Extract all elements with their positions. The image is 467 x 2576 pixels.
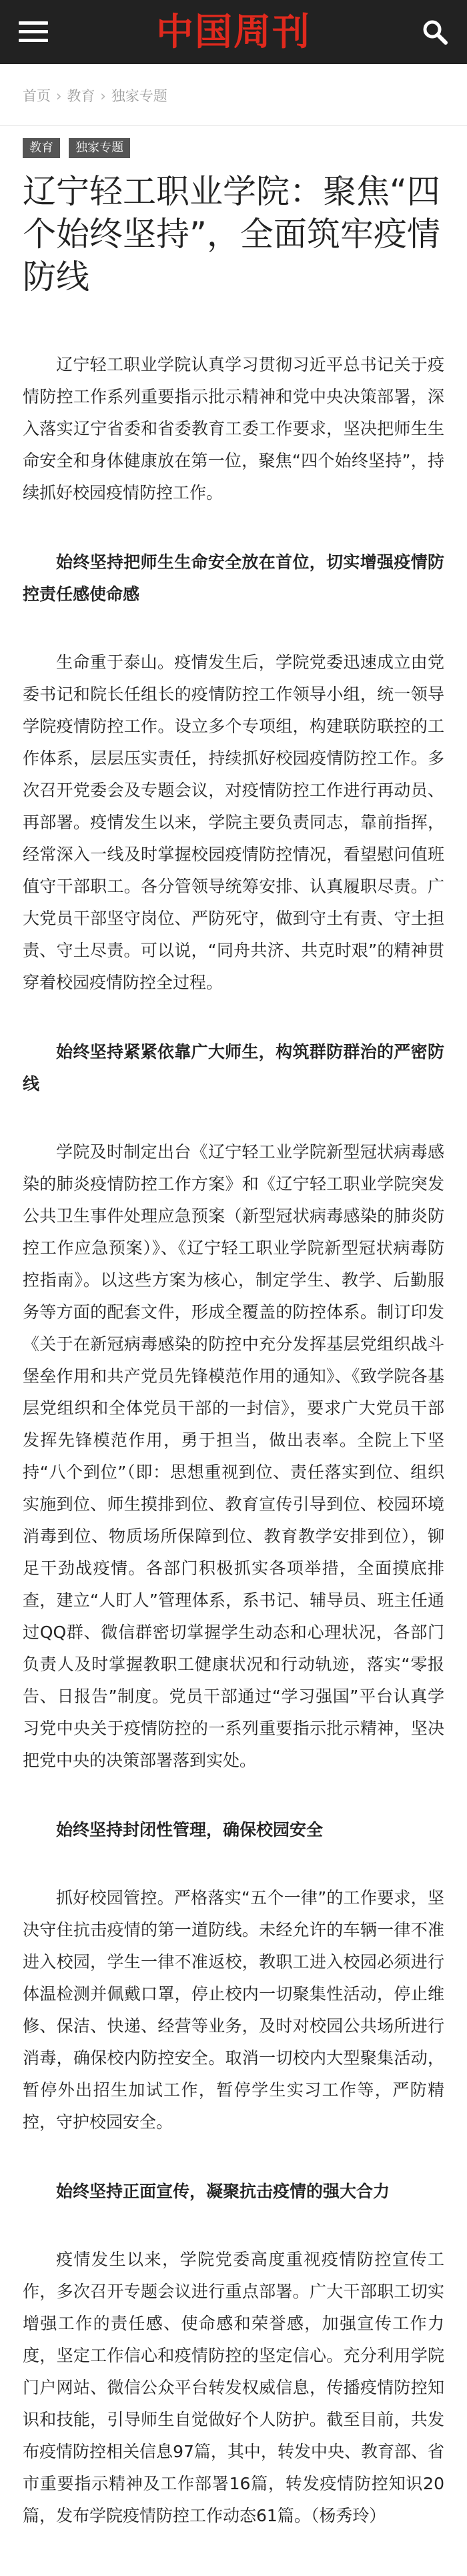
- article-tags: [0, 126, 467, 161]
- section-heading: 始终坚持把师生生命安全放在首位，切实增强疫情防控责任感使命感: [23, 552, 444, 604]
- article-title: 辽宁轻工职业学院：聚焦“四个始终坚持”，全面筑牢疫情防线: [23, 172, 440, 296]
- page-bottom-spacer: [0, 2569, 467, 2576]
- tag-education[interactable]: 教育: [23, 138, 60, 158]
- section-heading: 始终坚持封闭性管理，确保校园安全: [56, 1820, 324, 1839]
- top-bar: [0, 0, 467, 64]
- search-icon[interactable]: [420, 17, 450, 47]
- site-logo[interactable]: 中国周刊: [156, 10, 311, 54]
- article-paragraph: 辽宁轻工职业学院认真学习贯彻习近平总书记关于疫情防控工作系列重要指示批示精神和党中央决策部署，深入落实辽宁省委和省委教育工委工作要求，坚决把师生生命安全和身体健康放在第一位，聚焦“四个始终坚持”，持续抓好校园疫情防控工作。: [23, 355, 444, 502]
- article-paragraph: 疫情发生以来，学院党委高度重视疫情防控宣传工作，多次召开专题会议进行重点部署。广大干部职工切实增强工作的责任感、使命感和荣誉感，加强宣传工作力度，坚定工作信心和疫情防控的坚定信心。充分利用学院门户网站、微信公众平台转发权威信息，传播疫情防控知识和技能，引导师生自觉做好个人防护。截至目前，共发布疫情防控相关信息97篇，其中，转发中央、教育部、省市重要指示精神及工作部署16篇，转发疫情防控知识20篇，发布学院疫情防控工作动态61篇。（杨秀玲）: [23, 2250, 444, 2525]
- search-icon-svg: [420, 17, 450, 47]
- tag-special-topic[interactable]: 独家专题: [69, 138, 130, 158]
- breadcrumb: [0, 64, 467, 109]
- breadcrumb-education[interactable]: 教育: [67, 88, 95, 104]
- breadcrumb-separator: ›: [56, 88, 62, 104]
- breadcrumb-home[interactable]: 首页: [23, 88, 51, 104]
- breadcrumb-special-topic[interactable]: 独家专题: [111, 88, 167, 104]
- article-paragraph: 学院及时制定出台《辽宁轻工业学院新型冠状病毒感染的肺炎疫情防控工作方案》和《辽宁轻工职业学院突发公共卫生事件处理应急预案（新型冠状病毒感染的肺炎防控工作应急预案）》、《辽宁轻工职业学院新型冠状病毒防控指南》。以这些方案为核心，制定学生、教学、后勤服务等方面的配套文件，形成全覆盖的防控体系。制订印发《关于在新冠病毒感染的防控中充分发挥基层党组织战斗堡垒作用和共产党员先锋模范作用的通知》、《致学院各基层党组织和全体党员干部的一封信》，要求广大党员干部发挥先锋模范作用，勇于担当，做出表率。全院上下坚持“八个到位”（即：思想重视到位、责任落实到位、组织实施到位、师生摸排到位、教育宣传引导到位、校园环境消毒到位、物质场所保障到位、教育教学安排到位），铆足干劲战疫情。各部门积极抓实各项举措，全面摸底排查，建立“人盯人”管理体系，系书记、辅导员、班主任通过QQ群、微信群密切掌握学生动态和心理状况，各部门负责人及时掌握教职工健康状况和行动轨迹，落实“零报告、日报告”制度。党员干部通过“学习强国”平台认真学习党中央关于疫情防控的一系列重要指示批示精神，坚决把党中央的决策部署落到实处。: [23, 1142, 444, 1770]
- article-body: [0, 298, 467, 2532]
- article-paragraph: 生命重于泰山。疫情发生后，学院党委迅速成立由党委书记和院长任组长的疫情防控工作领导小组，统一领导学院疫情防控工作。设立多个专项组，构建联防联控的工作体系，层层压实责任，持续抓好校园疫情防控工作。多次召开党委会及专题会议，对疫情防控工作进行再动员、再部署。疫情发生以来，学院主要负责同志，靠前指挥，经常深入一线及时掌握校园疫情防控情况，看望慰问值班值守干部职工。各分管领导统筹安排、认真履职尽责。广大党员干部坚守岗位、严防死守，做到守土有责、守土担责、守土尽责。可以说，“同舟共济、共克时艰”的精神贯穿着校园疫情防控全过程。: [23, 653, 444, 992]
- section-heading: 始终坚持紧紧依靠广大师生，构筑群防群治的严密防线: [23, 1042, 444, 1094]
- breadcrumb-separator: ›: [100, 88, 106, 104]
- section-heading: 始终坚持正面宣传，凝聚抗击疫情的强大合力: [56, 2182, 390, 2201]
- article-paragraph: 抓好校园管控。严格落实“五个一律”的工作要求，坚决守住抗击疫情的第一道防线。未经允许的车辆一律不准进入校园，学生一律不准返校，教职工进入校园必须进行体温检测并佩戴口罩，停止校内一切聚集性活动，停止维修、保洁、快递、经营等业务，及时对校园公共场所进行消毒，确保校内防控安全。取消一切校内大型聚集活动，暂停外出招生加试工作，暂停学生实习工作等，严防精控，守护校园安全。: [23, 1888, 444, 2132]
